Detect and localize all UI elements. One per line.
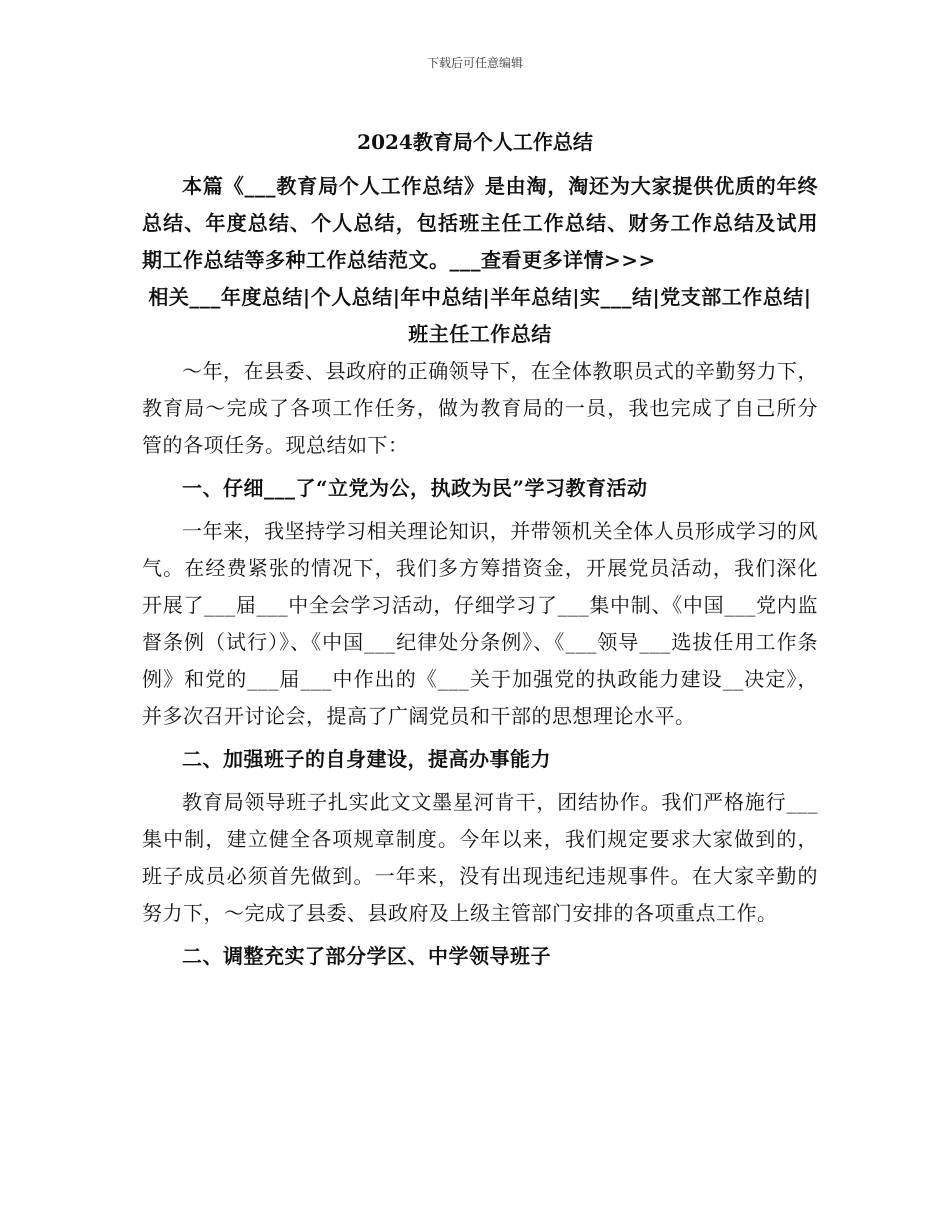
document-body (142, 168, 818, 975)
section-heading-3: 二、调整充实了部分学区、中学领导班子 (182, 944, 551, 968)
section-heading-1: 一、仔细___了“立党为公，执政为民”学习教育活动 (182, 476, 648, 500)
section-heading-2: 二、加强班子的自身建设，提高办事能力 (182, 747, 551, 771)
paragraph-1: ～年，在县委、县政府的正确领导下，在全体教职员式的辛勤努力下，教育局～完成了各项工作任务，做为教育局的一员，我也完成了自己所分管的各项任务。现总结如下： (142, 359, 818, 457)
intro-paragraph: 本篇《___教育局个人工作总结》是由淘，淘还为大家提供优质的年终总结、年度总结、个人总结，包括班主任工作总结、财务工作总结及试用期工作总结等多种工作总结范文。___查看更多详情>>> (142, 174, 818, 272)
paragraph-3: 教育局领导班子扎实此文文墨星河肯干，团结协作。我们严格施行___集中制，建立健全各项规章制度。今年以来，我们规定要求大家做到的，班子成员必须首先做到。一年来，没有出现违纪违规事件。在大家辛勤的努力下，～完成了县委、县政府及上级主管部门安排的各项重点工作。 (142, 790, 818, 925)
paragraph-2: 一年来，我坚持学习相关理论知识，并带领机关全体人员形成学习的风气。在经费紧张的情况下，我们多方筹措资金，开展党员活动，我们深化开展了___届___中全会学习活动，仔细学习了___集中制、《中国___党内监督条例（试行）》、《中国___纪律处分条例》、《___领导___选拔任用工作条例》和党的___届___中作出的《___关于加强党的执政能力建设__决定》，并多次召开讨论会，提高了广阔党员和干部的思想理论水平。 (142, 519, 818, 728)
document-title: 2024教育局个人工作总结 (357, 130, 593, 154)
header-note: 下载后可任意编辑 (426, 56, 523, 70)
related-links: 相关___年度总结|个人总结|年中总结|半年总结|实___结|党支部工作总结|班主任工作总结 (148, 285, 812, 346)
